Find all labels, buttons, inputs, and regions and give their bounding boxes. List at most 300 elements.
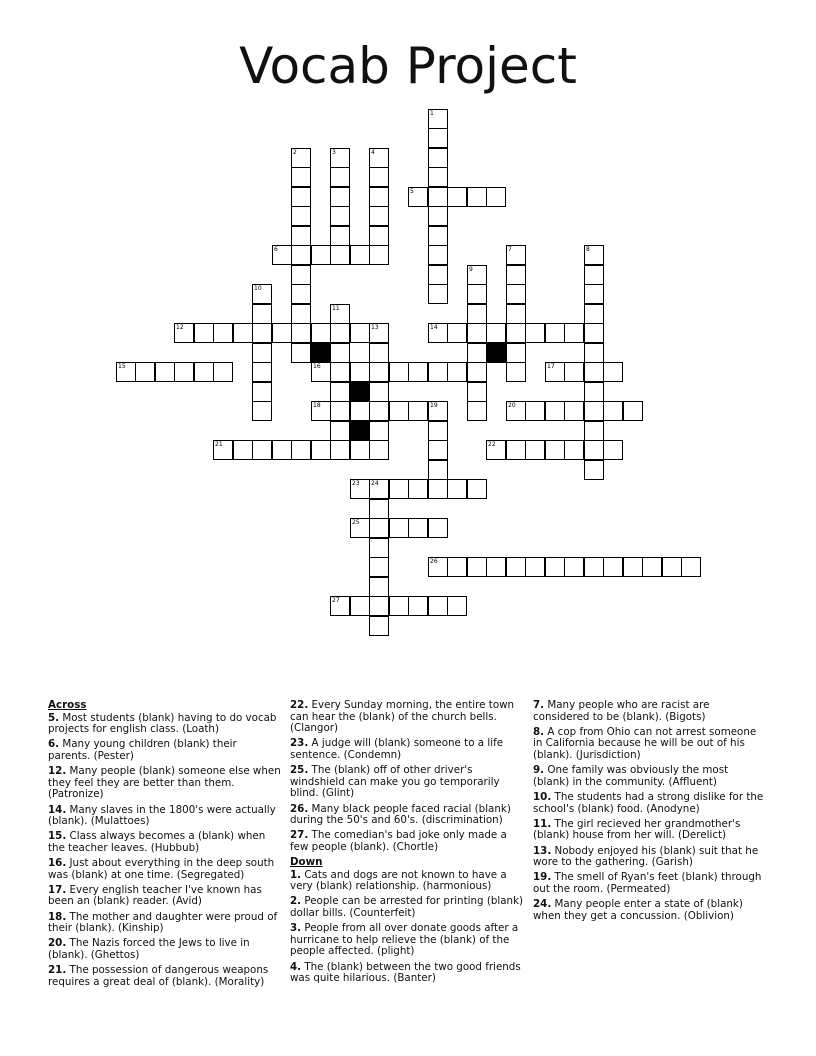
answer-cell[interactable] [428, 479, 448, 499]
answer-cell[interactable] [252, 362, 272, 382]
clue-text: Many young children (blank) their parents. (Pester) [48, 738, 237, 762]
answer-cell[interactable] [389, 401, 409, 421]
answer-cell[interactable] [369, 577, 389, 597]
clue-number-label: 22. [290, 699, 309, 711]
answer-cell[interactable] [291, 206, 311, 226]
clue-number-label: 8. [533, 725, 545, 738]
clue-text: Many people (blank) someone else when they feel they are better than them. (Patronize) [48, 765, 281, 801]
answer-cell[interactable] [564, 440, 584, 460]
clue-number: 24 [371, 480, 379, 487]
answer-cell[interactable] [545, 557, 565, 577]
answer-cell[interactable] [408, 596, 428, 616]
clue-text: Just about everything in the deep south was (blank) at one time. (Segregated) [48, 857, 275, 881]
clue-item [290, 830, 524, 853]
clue-item [290, 804, 524, 827]
answer-cell[interactable] [369, 167, 389, 187]
across-clue-list [48, 713, 282, 989]
answer-cell[interactable] [642, 557, 662, 577]
answer-cell[interactable] [506, 362, 526, 382]
clue-item [290, 870, 524, 893]
answer-cell[interactable] [467, 343, 487, 363]
answer-cell[interactable] [330, 343, 350, 363]
answer-cell[interactable] [428, 265, 448, 285]
answer-cell[interactable] [584, 304, 604, 324]
answer-cell[interactable] [584, 343, 604, 363]
answer-cell[interactable] [389, 479, 409, 499]
answer-cell[interactable] [467, 187, 487, 207]
answer-cell[interactable] [623, 557, 643, 577]
clue-number: 13 [371, 324, 379, 331]
clue-number: 7 [508, 246, 512, 253]
clue-text: The (blank) between the two good friends was quite hilarious. (Banter) [290, 960, 521, 985]
answer-cell[interactable] [584, 265, 604, 285]
clue-item [290, 700, 524, 735]
answer-cell[interactable] [174, 323, 194, 343]
answer-cell[interactable] [272, 440, 292, 460]
answer-cell[interactable] [662, 557, 682, 577]
clue-text: Many slaves in the 1800's were actually (blank). (Mulattoes) [48, 803, 276, 828]
answer-cell[interactable] [350, 479, 370, 499]
answer-cell[interactable] [428, 596, 448, 616]
answer-cell[interactable] [330, 206, 350, 226]
clue-text: The Nazis forced the Jews to live in (blank). (Ghettos) [48, 937, 250, 962]
clue-number-label: 21. [48, 964, 67, 977]
answer-cell[interactable] [447, 557, 467, 577]
answer-cell[interactable] [291, 284, 311, 304]
answer-cell[interactable] [428, 460, 448, 480]
clue-item [48, 831, 282, 854]
clues-column-2 [290, 700, 524, 988]
answer-cell[interactable] [447, 596, 467, 616]
clue-number: 6 [274, 246, 278, 253]
answer-cell[interactable] [506, 343, 526, 363]
answer-cell[interactable] [369, 382, 389, 402]
answer-cell[interactable] [428, 440, 448, 460]
clue-number-label: 14. [48, 803, 67, 816]
clue-number-label: 18. [48, 910, 67, 923]
clue-number-label: 5. [48, 711, 60, 724]
answer-cell[interactable] [194, 362, 214, 382]
clue-item [533, 700, 767, 723]
answer-cell[interactable] [525, 323, 545, 343]
answer-cell[interactable] [291, 343, 311, 363]
black-square [486, 343, 506, 363]
answer-cell[interactable] [311, 440, 331, 460]
clue-item [290, 923, 524, 958]
clue-number: 21 [215, 441, 223, 448]
answer-cell[interactable] [369, 343, 389, 363]
answer-cell[interactable] [486, 187, 506, 207]
answer-cell[interactable] [506, 245, 526, 265]
answer-cell[interactable] [252, 304, 272, 324]
clue-number-label: 2. [290, 895, 302, 908]
answer-cell[interactable] [291, 187, 311, 207]
clue-number-label: 26. [290, 802, 309, 815]
answer-cell[interactable] [291, 265, 311, 285]
clue-number-label: 1. [290, 868, 302, 881]
clue-text: Every english teacher I've known has been an (blank) reader. (Avid) [48, 883, 262, 908]
answer-cell[interactable] [194, 323, 214, 343]
answer-cell[interactable] [506, 304, 526, 324]
answer-cell[interactable] [330, 323, 350, 343]
answer-cell[interactable] [506, 557, 526, 577]
answer-cell[interactable] [291, 323, 311, 343]
answer-cell[interactable] [428, 128, 448, 148]
answer-cell[interactable] [428, 245, 448, 265]
answer-cell[interactable] [467, 323, 487, 343]
answer-cell[interactable] [467, 284, 487, 304]
answer-cell[interactable] [213, 362, 233, 382]
clue-number-label: 25. [290, 764, 309, 777]
answer-cell[interactable] [291, 245, 311, 265]
answer-cell[interactable] [428, 362, 448, 382]
clue-item [533, 727, 767, 762]
answer-cell[interactable] [428, 421, 448, 441]
answer-cell[interactable] [135, 362, 155, 382]
clue-number-label: 6. [48, 738, 60, 751]
clue-number: 20 [508, 402, 516, 409]
answer-cell[interactable] [330, 401, 350, 421]
across-clue-list-continued [290, 700, 524, 854]
answer-cell[interactable] [603, 401, 623, 421]
clue-text: Many people enter a state of (blank) when they get a concussion. (Oblivion) [533, 898, 743, 922]
answer-cell[interactable] [428, 284, 448, 304]
clue-text: A cop from Ohio can not arrest someone in California because he will be out of his (blank). (Jurisdiction) [533, 725, 757, 761]
page-title: Vocab Project [239, 37, 577, 95]
answer-cell[interactable] [116, 362, 136, 382]
answer-cell[interactable] [506, 265, 526, 285]
answer-cell[interactable] [584, 401, 604, 421]
answer-cell[interactable] [350, 362, 370, 382]
answer-cell[interactable] [330, 382, 350, 402]
clue-text: The students had a strong dislike for the school's (blank) food. (Anodyne) [533, 790, 764, 815]
clue-text: People from all over donate goods after a hurricane to help relieve the (blank) of the people affected. (plight) [290, 922, 519, 958]
answer-cell[interactable] [428, 401, 448, 421]
answer-cell[interactable] [369, 499, 389, 519]
answer-cell[interactable] [525, 557, 545, 577]
answer-cell[interactable] [447, 323, 467, 343]
clue-item [533, 872, 767, 895]
clue-item [290, 896, 524, 919]
answer-cell[interactable] [350, 518, 370, 538]
answer-cell[interactable] [584, 382, 604, 402]
answer-cell[interactable] [369, 616, 389, 636]
clue-item [48, 766, 282, 801]
answer-cell[interactable] [603, 440, 623, 460]
down-header: Down [290, 856, 323, 869]
clue-number-label: 3. [290, 922, 302, 935]
clue-text: The girl recieved her grandmother's (blank) house from her will. (Derelict) [533, 817, 741, 842]
black-square [350, 382, 370, 402]
clue-number-label: 16. [48, 857, 67, 870]
answer-cell[interactable] [486, 323, 506, 343]
answer-cell[interactable] [369, 596, 389, 616]
clue-text: The mother and daughter were proud of their (blank). (Kinship) [48, 910, 278, 935]
answer-cell[interactable] [525, 401, 545, 421]
clue-text: Every Sunday morning, the entire town can hear the (blank) of the church bells. (Clangor) [290, 699, 515, 735]
answer-cell[interactable] [330, 226, 350, 246]
clue-number-label: 17. [48, 883, 67, 896]
answer-cell[interactable] [584, 421, 604, 441]
answer-cell[interactable] [252, 401, 272, 421]
clue-item [533, 765, 767, 788]
clue-number: 18 [313, 402, 321, 409]
answer-cell[interactable] [564, 362, 584, 382]
answer-cell[interactable] [350, 596, 370, 616]
answer-cell[interactable] [252, 440, 272, 460]
clue-item [533, 792, 767, 815]
answer-cell[interactable] [369, 557, 389, 577]
answer-cell[interactable] [389, 596, 409, 616]
answer-cell[interactable] [213, 440, 233, 460]
clue-number: 8 [586, 246, 590, 253]
answer-cell[interactable] [369, 362, 389, 382]
answer-cell[interactable] [584, 440, 604, 460]
clue-number-label: 10. [533, 790, 552, 803]
answer-cell[interactable] [584, 245, 604, 265]
answer-cell[interactable] [428, 187, 448, 207]
clue-text: Many people who are racist are considered to be (blank). (Bigots) [533, 699, 710, 723]
answer-cell[interactable] [467, 265, 487, 285]
answer-cell[interactable] [369, 226, 389, 246]
clue-number: 26 [430, 558, 438, 565]
clue-item [48, 965, 282, 988]
clue-number: 1 [430, 110, 434, 117]
clue-item [533, 846, 767, 869]
clue-text: Many black people faced racial (blank) during the 50's and 60's. (discrimination) [290, 802, 511, 827]
clue-number-label: 13. [533, 844, 552, 857]
answer-cell[interactable] [252, 323, 272, 343]
answer-cell[interactable] [681, 557, 701, 577]
answer-cell[interactable] [291, 148, 311, 168]
answer-cell[interactable] [408, 401, 428, 421]
answer-cell[interactable] [174, 362, 194, 382]
answer-cell[interactable] [291, 304, 311, 324]
answer-cell[interactable] [291, 167, 311, 187]
answer-cell[interactable] [272, 323, 292, 343]
black-square [350, 421, 370, 441]
clue-text: A judge will (blank) someone to a life sentence. (Condemn) [290, 737, 504, 761]
answer-cell[interactable] [350, 440, 370, 460]
clue-number: 4 [371, 149, 375, 156]
answer-cell[interactable] [486, 557, 506, 577]
clue-number: 22 [488, 441, 496, 448]
clue-number-label: 20. [48, 937, 67, 950]
clue-number-label: 23. [290, 737, 309, 750]
answer-cell[interactable] [564, 401, 584, 421]
clues-column-3 [533, 700, 767, 926]
answer-cell[interactable] [213, 323, 233, 343]
clue-text: One family was obviously the most (blank) in the community. (Affluent) [533, 764, 729, 788]
answer-cell[interactable] [564, 323, 584, 343]
answer-cell[interactable] [584, 323, 604, 343]
answer-cell[interactable] [369, 245, 389, 265]
answer-cell[interactable] [447, 479, 467, 499]
answer-cell[interactable] [545, 440, 565, 460]
clue-text: Cats and dogs are not known to have a very (blank) relationship. (harmonious) [290, 868, 507, 893]
answer-cell[interactable] [350, 245, 370, 265]
clue-number: 11 [332, 305, 340, 312]
answer-cell[interactable] [330, 245, 350, 265]
clue-number-label: 11. [533, 817, 552, 830]
answer-cell[interactable] [369, 538, 389, 558]
clue-item [48, 739, 282, 762]
answer-cell[interactable] [428, 206, 448, 226]
answer-cell[interactable] [428, 518, 448, 538]
clue-number-label: 12. [48, 765, 67, 778]
answer-cell[interactable] [506, 401, 526, 421]
answer-cell[interactable] [369, 206, 389, 226]
clue-number: 27 [332, 597, 340, 604]
answer-cell[interactable] [584, 284, 604, 304]
answer-cell[interactable] [545, 401, 565, 421]
clue-number: 3 [332, 149, 336, 156]
answer-cell[interactable] [350, 323, 370, 343]
clue-text: Nobody enjoyed his (blank) suit that he wore to the gathering. (Garish) [533, 844, 759, 869]
answer-cell[interactable] [369, 440, 389, 460]
answer-cell[interactable] [330, 440, 350, 460]
clue-number: 17 [547, 363, 555, 370]
down-clue-list-continued [533, 700, 767, 922]
clue-number-label: 19. [533, 871, 552, 884]
answer-cell[interactable] [584, 557, 604, 577]
answer-cell[interactable] [252, 343, 272, 363]
clue-number: 25 [352, 519, 360, 526]
clue-text: The (blank) off of other driver's windshield can make you go temporarily blind. (Glint) [290, 764, 500, 800]
answer-cell[interactable] [428, 148, 448, 168]
clue-item [48, 713, 282, 736]
answer-cell[interactable] [311, 323, 331, 343]
clue-number-label: 9. [533, 764, 545, 777]
answer-cell[interactable] [330, 596, 350, 616]
answer-cell[interactable] [369, 421, 389, 441]
answer-cell[interactable] [291, 440, 311, 460]
clue-number: 14 [430, 324, 438, 331]
clue-text: The possession of dangerous weapons requires a great deal of (blank). (Morality) [48, 964, 269, 988]
answer-cell[interactable] [291, 226, 311, 246]
answer-cell[interactable] [350, 401, 370, 421]
clue-number: 5 [410, 188, 414, 195]
answer-cell[interactable] [506, 440, 526, 460]
answer-cell[interactable] [584, 460, 604, 480]
clue-text: The smell of Ryan's feet (blank) through out the room. (Permeated) [533, 871, 762, 895]
answer-cell[interactable] [330, 187, 350, 207]
answer-cell[interactable] [233, 323, 253, 343]
answer-cell[interactable] [623, 401, 643, 421]
clue-item [290, 765, 524, 800]
clue-number: 9 [469, 266, 473, 273]
answer-cell[interactable] [506, 323, 526, 343]
answer-cell[interactable] [330, 148, 350, 168]
clue-number: 16 [313, 363, 321, 370]
answer-cell[interactable] [369, 148, 389, 168]
clue-number-label: 7. [533, 699, 545, 711]
clue-number: 2 [293, 149, 297, 156]
clue-number: 19 [430, 402, 438, 409]
clue-item [48, 912, 282, 935]
answer-cell[interactable] [369, 479, 389, 499]
clue-number: 10 [254, 285, 262, 292]
answer-cell[interactable] [272, 245, 292, 265]
answer-cell[interactable] [252, 382, 272, 402]
across-header: Across [48, 699, 87, 711]
answer-cell[interactable] [603, 557, 623, 577]
answer-cell[interactable] [467, 382, 487, 402]
answer-cell[interactable] [467, 362, 487, 382]
answer-cell[interactable] [369, 401, 389, 421]
clue-item [290, 962, 524, 985]
answer-cell[interactable] [389, 518, 409, 538]
answer-cell[interactable] [428, 557, 448, 577]
answer-cell[interactable] [447, 362, 467, 382]
answer-cell[interactable] [564, 557, 584, 577]
answer-cell[interactable] [467, 557, 487, 577]
answer-cell[interactable] [584, 362, 604, 382]
clues-column-1 [48, 700, 282, 992]
clue-number: 12 [176, 324, 184, 331]
answer-cell[interactable] [233, 440, 253, 460]
answer-cell[interactable] [428, 109, 448, 129]
answer-cell[interactable] [506, 284, 526, 304]
answer-cell[interactable] [408, 362, 428, 382]
clue-item [48, 938, 282, 961]
answer-cell[interactable] [545, 323, 565, 343]
clue-number-label: 15. [48, 830, 67, 843]
clue-number-label: 24. [533, 898, 552, 911]
answer-cell[interactable] [369, 518, 389, 538]
answer-cell[interactable] [428, 323, 448, 343]
answer-cell[interactable] [545, 362, 565, 382]
answer-cell[interactable] [467, 479, 487, 499]
answer-cell[interactable] [330, 304, 350, 324]
answer-cell[interactable] [408, 518, 428, 538]
clue-text: People can be arrested for printing (blank) dollar bills. (Counterfeit) [290, 895, 524, 920]
answer-cell[interactable] [603, 362, 623, 382]
answer-cell[interactable] [252, 284, 272, 304]
answer-cell[interactable] [486, 440, 506, 460]
answer-cell[interactable] [389, 362, 409, 382]
clue-item [290, 738, 524, 761]
clue-item [48, 885, 282, 908]
answer-cell[interactable] [330, 167, 350, 187]
clue-item [533, 899, 767, 922]
answer-cell[interactable] [467, 304, 487, 324]
answer-cell[interactable] [330, 421, 350, 441]
answer-cell[interactable] [467, 401, 487, 421]
answer-cell[interactable] [408, 187, 428, 207]
down-clue-list [290, 870, 524, 985]
answer-cell[interactable] [428, 167, 448, 187]
answer-cell[interactable] [311, 245, 331, 265]
clue-number: 15 [118, 363, 126, 370]
clue-item [48, 805, 282, 828]
answer-cell[interactable] [155, 362, 175, 382]
answer-cell[interactable] [428, 226, 448, 246]
black-square [311, 343, 331, 363]
answer-cell[interactable] [330, 362, 350, 382]
clue-number: 23 [352, 480, 360, 487]
answer-cell[interactable] [369, 187, 389, 207]
answer-cell[interactable] [369, 323, 389, 343]
answer-cell[interactable] [525, 440, 545, 460]
answer-cell[interactable] [408, 479, 428, 499]
answer-cell[interactable] [311, 362, 331, 382]
clue-item [48, 858, 282, 881]
clue-item [533, 819, 767, 842]
answer-cell[interactable] [447, 187, 467, 207]
answer-cell[interactable] [311, 401, 331, 421]
clue-text: Class always becomes a (blank) when the teacher leaves. (Hubbub) [48, 830, 266, 854]
